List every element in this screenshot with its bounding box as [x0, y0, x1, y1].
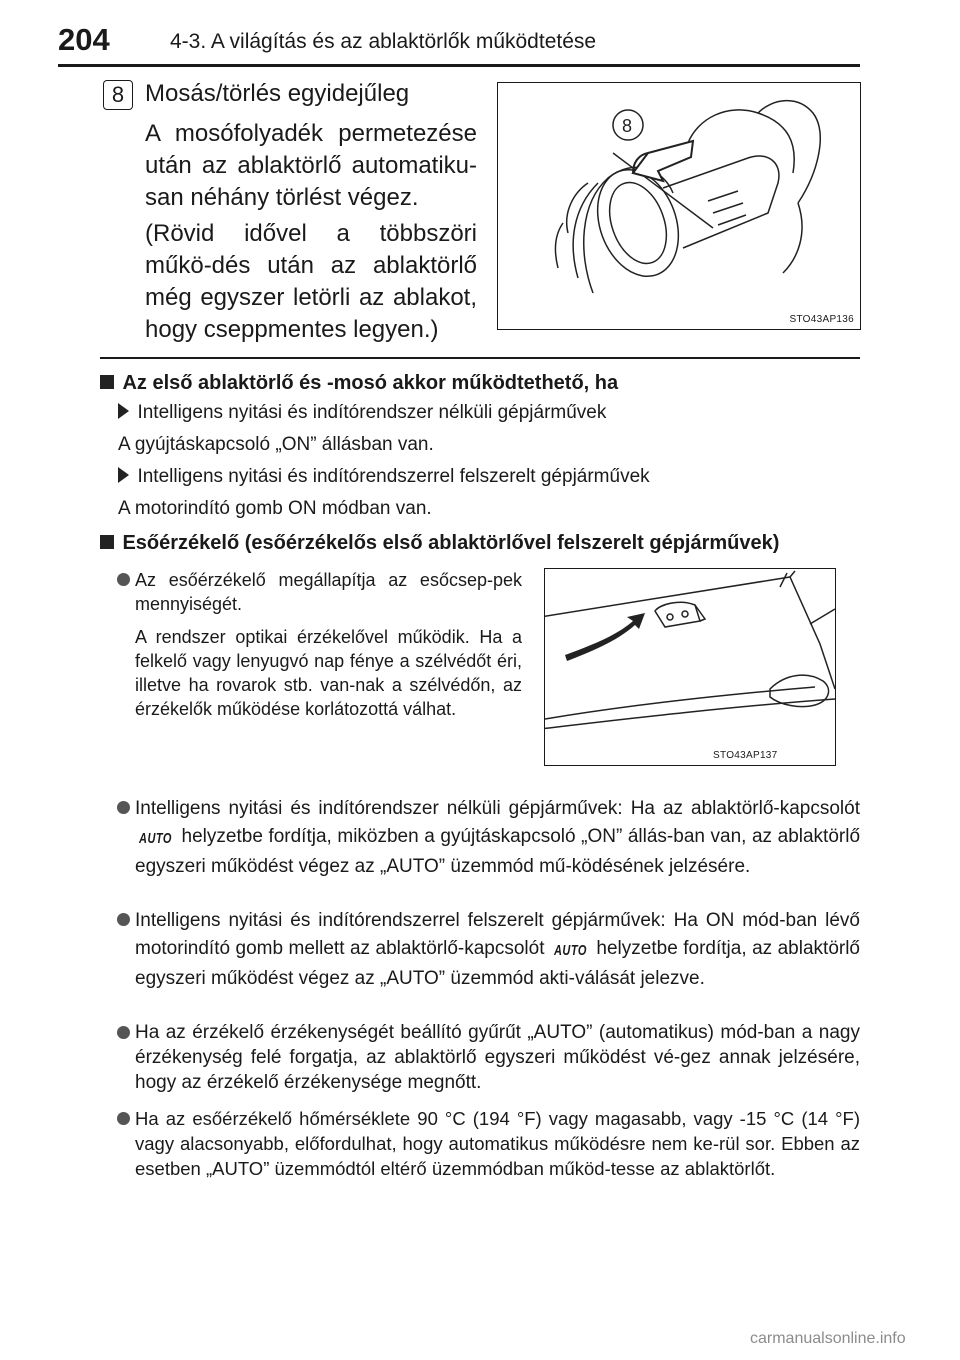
auto-mode-icon: AUTO — [139, 831, 172, 847]
triangle-icon — [118, 403, 129, 419]
bullet-icon — [117, 801, 130, 814]
bullet-icon — [117, 913, 130, 926]
bullet-item-4: Ha az érzékelő érzékenységét beállító gyűrűt „AUTO” (automatikus) mód-ban a nagy érzékenység felé forgatja, az ablaktörlő egyszeri működést vé-gez annak jelzésére, hogy az érzékelő érzékenysége megnőtt. — [117, 1020, 860, 1095]
step-number-badge: 8 — [103, 80, 133, 110]
page-number: 204 — [58, 22, 110, 57]
wiper-lever-illustration-icon — [498, 83, 860, 329]
condition-text-2: A motorindító gomb ON módban van. — [118, 498, 432, 519]
bullet-item-5: Ha az esőérzékelő hőmérséklete 90 °C (194 °F) vagy magasabb, vagy -15 °C (14 °F) vagy alacsonyabb, előfordulhat, hogy automatikus működésre nem ke-rül sor. Ebben az esetben „AUTO” üzemmódtól eltérő üzemmódban működ-tesse az ablaktörlőt. — [117, 1106, 860, 1181]
triangle-icon — [118, 467, 129, 483]
section-heading: Az első ablaktörlő és -mosó akkor működtethető, ha — [122, 372, 619, 394]
section-rain-sensor — [100, 532, 860, 555]
wiper-lever-figure — [497, 82, 861, 330]
rain-sensor-figure — [544, 568, 836, 766]
step-paragraph-1: A mosófolyadék permetezése után az ablaktörlő automatiku-san néhány törlést végez. — [145, 120, 477, 211]
bullet-icon — [117, 1026, 130, 1039]
subheading-without-smart-key: Intelligens nyitási és indítórendszer nélküli gépjárművek — [118, 402, 606, 424]
watermark: carmanualsonline.info — [750, 1330, 906, 1347]
header-rule — [58, 64, 860, 67]
bullet-item-3: Intelligens nyitási és indítórendszerrel felszerelt gépjárművek: Ha ON mód-ban lévő motorindító gomb mellett az ablaktörlő-kapcsolót AUTO helyzetbe fordítja, az ablaktörlő egyszeri működést végez az „AUTO” üzemmód akti-válását jelezve. — [117, 907, 860, 993]
figure-label: STO43AP136 — [789, 314, 854, 325]
condition-text-1: A gyújtáskapcsoló „ON” állásban van. — [118, 434, 434, 455]
section-square-icon — [100, 535, 114, 549]
section-square-icon — [100, 375, 114, 389]
section-divider — [100, 357, 860, 359]
windshield-sensor-illustration-icon — [545, 569, 835, 765]
bullet-item-2: Intelligens nyitási és indítórendszer nélküli gépjárművek: Ha az ablaktörlő-kapcsolót AUTO helyzetbe fordítja, miközben a gyújtáskapcsoló „ON” állás-ban van, az ablaktörlő egyszeri működést végez az „AUTO” üzemmód mű-ködésének jelzésére. — [117, 795, 860, 881]
bullet-icon — [117, 1112, 130, 1125]
auto-mode-icon: AUTO — [553, 943, 587, 959]
step-title: Mosás/törlés egyidejűleg — [145, 80, 410, 107]
subheading-with-smart-key: Intelligens nyitási és indítórendszerrel felszerelt gépjárművek — [118, 466, 650, 488]
section-title: 4-3. A világítás és az ablaktörlők működtetése — [170, 30, 597, 53]
section-operation-conditions — [100, 372, 860, 395]
svg-text:8: 8 — [622, 116, 633, 136]
bullet-item-1: Az esőérzékelő megállapítja az esőcsep-pek mennyiségét. A rendszer optikai érzékelővel működik. Ha a felkelő vagy lenyugvó nap fénye a szélvédőt éri, illetve ha rovarok stb. van-nak a szélvédőn, az érzékelők működése korlátozottá válhat. — [117, 568, 522, 721]
bullet-icon — [117, 573, 130, 586]
section-heading: Esőérzékelő (esőérzékelős első ablaktörlővel felszerelt gépjárművek) — [122, 532, 780, 554]
figure-label: STO43AP137 — [713, 750, 778, 761]
step-paragraph-2: (Rövid idővel a többszöri műkö-dés után az ablaktörlő még egyszer letörli az ablakot, hogy cseppmentes legyen.) — [145, 220, 477, 343]
